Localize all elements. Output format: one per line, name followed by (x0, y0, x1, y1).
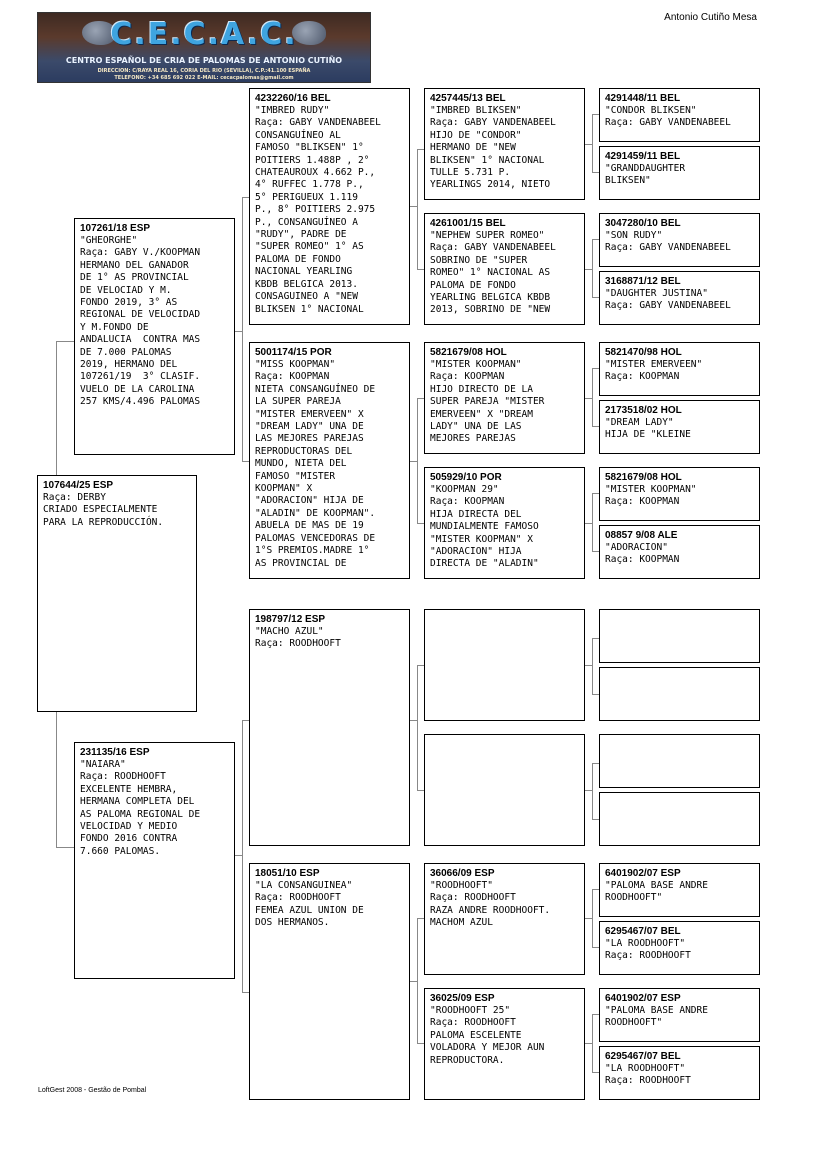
connector (592, 368, 599, 369)
connector (234, 331, 242, 332)
ring-number: 107261/18 ESP (80, 223, 151, 234)
connector (592, 551, 599, 552)
pedigree-dss-empty (424, 609, 585, 721)
pedigree-dssd-empty (599, 667, 760, 721)
ring-number: 4291459/11 BEL (605, 151, 681, 162)
breed: Raça: ROODHOOFT (255, 892, 341, 904)
ring-number: 4257445/13 BEL (430, 93, 506, 104)
pedigree-dd (249, 863, 410, 1100)
bird-name: "KOOPMAN 29" (430, 484, 499, 495)
connector (585, 144, 592, 145)
breed: Raça: ROODHOOFT (80, 771, 166, 783)
connector (585, 918, 592, 919)
breed: HIJA DE "KLEINE (605, 429, 691, 441)
pedigree-sss (424, 88, 585, 200)
pedigree-sd (249, 342, 410, 579)
connector (234, 855, 242, 856)
pedigree-ssd (424, 213, 585, 325)
ring-number: 231135/16 ESP (80, 747, 150, 758)
breed: Raça: KOOPMAN (605, 371, 680, 383)
pedigree-sdsd (599, 400, 760, 454)
pedigree-ssds (599, 213, 760, 267)
connector (410, 461, 417, 462)
ring-number: 4291448/11 BEL (605, 93, 681, 104)
bird-name: "IMBRED BLIKSEN" (430, 105, 522, 116)
connector (417, 665, 418, 790)
logo-subtitle: CENTRO ESPAÑOL DE CRIA DE PALOMAS DE ANTONIO CUTIÑO (65, 56, 343, 65)
breed: Raça: GABY V./KOOPMAN (80, 247, 201, 259)
connector (585, 269, 592, 270)
description: CONSANGUÍNEO AL FAMOSO "BLIKSEN" 1° POITIERS 1.488P , 2° CHATEAUROUX 4.662 P., 4° RUFFEC 1.778 P., 5° PERIGUEUX 1.119 P., 8° POITIERS 2.975 P., CONSANGUÍNEO A "RUDY", PADRE DE "SUPER ROMEO" 1° AS PALOMA DE FONDO NACIONAL YEARLING KBDB BELGICA 2013. CONSAGUINEO A "NEW BLIKSEN 1° NACIONAL (255, 129, 376, 315)
pedigree-ddss (599, 863, 760, 917)
breed: Raça: ROODHOOFT (605, 950, 691, 962)
bird-name: "LA ROODHOOFT" (605, 938, 686, 949)
connector (592, 493, 599, 494)
bird-name: "MACHO AZUL" (255, 626, 324, 637)
bird-name: "MISTER KOOPMAN" (430, 359, 522, 370)
ring-number: 107644/25 ESP (43, 480, 114, 491)
description: HIJO DIRECTO DE LA SUPER PAREJA "MISTER EMERVEEN" X "DREAM LADY" UNA DE LAS MEJORES PAREJAS (430, 383, 545, 445)
bird-name: "MISS KOOPMAN" (255, 359, 336, 370)
connector (592, 172, 599, 173)
ring-number: 6401902/07 ESP (605, 993, 681, 1004)
breed: Raça: ROODHOOFT (605, 1075, 691, 1087)
pedigree-sdss (599, 342, 760, 396)
breed: Raça: GABY VANDENABEEL (255, 117, 381, 129)
connector (585, 398, 592, 399)
pedigree-ss (249, 88, 410, 325)
ring-number: 5001174/15 POR (255, 347, 332, 358)
logo-address: DIRECCION: C/RAYA REAL 16, CORIA DEL RIO (SEVILLA), C.P.:41.100 ESPAÑA (97, 68, 311, 74)
connector (592, 694, 599, 695)
ring-number: 4232260/16 BEL (255, 93, 331, 104)
pedigree-sds (424, 342, 585, 454)
connector (585, 523, 592, 524)
breed: Raça: KOOPMAN (430, 371, 505, 383)
breed: Raça: ROODHOOFT (255, 638, 341, 650)
ring-number: 505929/10 POR (430, 472, 502, 483)
ring-number: 6401902/07 ESP (605, 868, 681, 879)
bird-name: "ROODHOOFT" (430, 880, 493, 891)
bird-name: "GHEORGHE" (80, 235, 138, 246)
ring-number: 6295467/07 BEL (605, 1051, 681, 1062)
description: FEMEA AZUL UNION DE DOS HERMANOS. (255, 904, 364, 929)
connector (592, 1014, 593, 1072)
breed: Raça: GABY VANDENABEEL (605, 300, 731, 312)
pedigree-subject (37, 475, 197, 712)
bird-name: "ROODHOOFT 25" (430, 1005, 511, 1016)
connector (592, 1014, 599, 1015)
pedigree-ddds (599, 988, 760, 1042)
bird-name: "NAIARA" (80, 759, 126, 770)
connector (56, 341, 57, 476)
footer-software: LoftGest 2008 - Gestão de Pombal (38, 1087, 147, 1094)
ring-number: 5821470/98 HOL (605, 347, 682, 358)
bird-name: "DAUGHTER JUSTINA" (605, 288, 708, 299)
connector (585, 665, 592, 666)
description: HIJA DIRECTA DEL MUNDIALMENTE FAMOSO "MISTER KOOPMAN" X "ADORACION" HIJA DIRECTA DE "ALADIN" (430, 508, 539, 570)
pedigree-ddsd (599, 921, 760, 975)
pedigree-sdd (424, 467, 585, 579)
pedigree-sddd (599, 525, 760, 579)
breed: Raça: GABY VANDENABEEL (605, 242, 731, 254)
connector (585, 790, 592, 791)
connector (592, 638, 593, 694)
ring-number: 4261001/15 BEL (430, 218, 506, 229)
bird-name: "PALOMA BASE ANDRE ROODHOOFT" (605, 880, 708, 904)
cecac-logo (37, 12, 371, 83)
bird-name: "NEPHEW SUPER ROMEO" (430, 230, 545, 241)
ring-number: 08857 9/08 ALE (605, 530, 678, 541)
ring-number: 3047280/10 BEL (605, 218, 681, 229)
pedigree-ds (249, 609, 410, 846)
pedigree-sssd (599, 146, 760, 200)
connector (410, 206, 417, 207)
bird-name: "MISTER KOOPMAN" (605, 484, 697, 495)
breed: Raça: ROODHOOFT (430, 1017, 516, 1029)
breed: Raça: GABY VANDENABEEL (605, 117, 731, 129)
breed: Raça: KOOPMAN (605, 496, 680, 508)
connector (592, 889, 593, 947)
connector (242, 197, 243, 461)
ring-number: 18051/10 ESP (255, 868, 320, 879)
pedigree-ssss (599, 88, 760, 142)
connector (592, 889, 599, 890)
description: CRIADO ESPECIALMENTE PARA LA REPRODUCCIÓN. (43, 504, 164, 528)
connector (592, 239, 599, 240)
ring-number: 5821679/08 HOL (605, 472, 682, 483)
pedigree-dds (424, 863, 585, 975)
connector (56, 341, 74, 342)
breed: Raça: DERBY (43, 492, 106, 503)
connector (592, 114, 593, 172)
ring-number: 5821679/08 HOL (430, 347, 507, 358)
pedigree-dsds-empty (599, 734, 760, 788)
breed: Raça: KOOPMAN (605, 554, 680, 566)
pedigree-dsd-empty (424, 734, 585, 846)
description: NIETA CONSANGUÍNEO DE LA SUPER PAREJA "MISTER EMERVEEN" X "DREAM LADY" UNA DE LAS MEJORES PAREJAS REPRODUCTORAS DEL MUNDO, NIETA DEL FAMOSO "MISTER KOOPMAN" X "ADORACION" HIJA DE "ALADIN" DE KOOPMAN". ABUELA DE MAS DE 19 PALOMAS VENCEDORAS DE 1°S PREMIOS.MADRE 1° AS PROVINCIAL DE (255, 383, 376, 569)
connector (592, 638, 599, 639)
logo-contact: TELEFONO: +34 685 692 022 E-MAIL: cecacpalomas@gmail.com (114, 75, 294, 81)
connector (592, 368, 593, 426)
description: PALOMA ESCELENTE VOLADORA Y MEJOR AUN REPRODUCTORA. (430, 1029, 545, 1066)
description: EXCELENTE HEMBRA, HERMANA COMPLETA DEL AS PALOMA REGIONAL DE VELOCIDAD Y MEDIO FONDO 2016 CONTRA 7.660 PALOMAS. (80, 783, 201, 857)
bird-name: "SON RUDY" (605, 230, 663, 241)
connector (417, 149, 418, 269)
breed: Raça: KOOPMAN (430, 496, 505, 508)
pedigree-dam (74, 742, 235, 979)
connector (56, 712, 57, 847)
bird-name: "DREAM LADY" (605, 417, 674, 428)
connector (592, 426, 599, 427)
bird-name: "ADORACION" (605, 542, 668, 553)
breed: Raça: GABY VANDENABEEL (430, 242, 556, 254)
ring-number: 36066/09 ESP (430, 868, 495, 879)
pedigree-sire (74, 218, 235, 455)
connector (592, 239, 593, 297)
bird-name: "PALOMA BASE ANDRE ROODHOOFT" (605, 1005, 708, 1029)
description: HERMANO DEL GANADOR DE 1° AS PROVINCIAL DE VELOCIAD Y M. FONDO 2019, 3° AS REGIONAL DE VELOCIDAD Y M.FONDO DE ANDALUCIA CONTRA MAS DE 7.000 PALOMAS 2019, HERMANO DEL 107261/19 3° CLASIF. VUELO DE LA CAROLINA 257 KMS/4.496 PALOMAS (80, 259, 201, 408)
connector (592, 819, 599, 820)
pedigree-dddd (599, 1046, 760, 1100)
connector (56, 847, 74, 848)
connector (417, 918, 418, 1043)
connector (417, 398, 418, 523)
bird-name: "LA CONSANGUINEA" (255, 880, 353, 891)
connector (592, 297, 599, 298)
pedigree-dsss-empty (599, 609, 760, 663)
pedigree-sdds (599, 467, 760, 521)
description: SOBRINO DE "SUPER ROMEO" 1° NACIONAL AS PALOMA DE FONDO YEARLING BELGICA KBDB 2013, SOBRINO DE "NEW (430, 254, 551, 316)
bird-name: "IMBRED RUDY" (255, 105, 330, 116)
bird-name: "LA ROODHOOFT" (605, 1063, 686, 1074)
ring-number: 198797/12 ESP (255, 614, 326, 625)
connector (585, 1043, 592, 1044)
description: HIJO DE "CONDOR" HERMANO DE "NEW BLIKSEN" 1° NACIONAL TULLE 5.731 P. YEARLINGS 2014, NIETO (430, 129, 551, 191)
pedigree-ssdd (599, 271, 760, 325)
ring-number: 6295467/07 BEL (605, 926, 681, 937)
ring-number: 2173518/02 HOL (605, 405, 682, 416)
connector (242, 720, 243, 992)
connector (592, 1072, 599, 1073)
description: RAZA ANDRE ROODHOOFT. MACHOM AZUL (430, 904, 551, 929)
connector (410, 981, 417, 982)
bird-name: "CONDOR BLIKSEN" (605, 105, 697, 116)
connector (592, 947, 599, 948)
owner-name: Antonio Cutiño Mesa (664, 12, 757, 23)
breed: Raça: ROODHOOFT (430, 892, 516, 904)
ring-number: 3168871/12 BEL (605, 276, 681, 287)
connector (592, 763, 593, 819)
connector (592, 493, 593, 551)
ring-number: 36025/09 ESP (430, 993, 495, 1004)
breed: Raça: KOOPMAN (255, 371, 330, 383)
pedigree-dsdd-empty (599, 792, 760, 846)
connector (592, 114, 599, 115)
connector (592, 763, 599, 764)
logo-title: C.E.C.A.C. (110, 17, 298, 52)
bird-name: "GRANDDAUGHTER BLIKSEN" (605, 163, 686, 187)
connector (410, 720, 417, 721)
pedigree-ddd (424, 988, 585, 1100)
breed: Raça: GABY VANDENABEEL (430, 117, 556, 129)
bird-name: "MISTER EMERVEEN" (605, 359, 703, 370)
